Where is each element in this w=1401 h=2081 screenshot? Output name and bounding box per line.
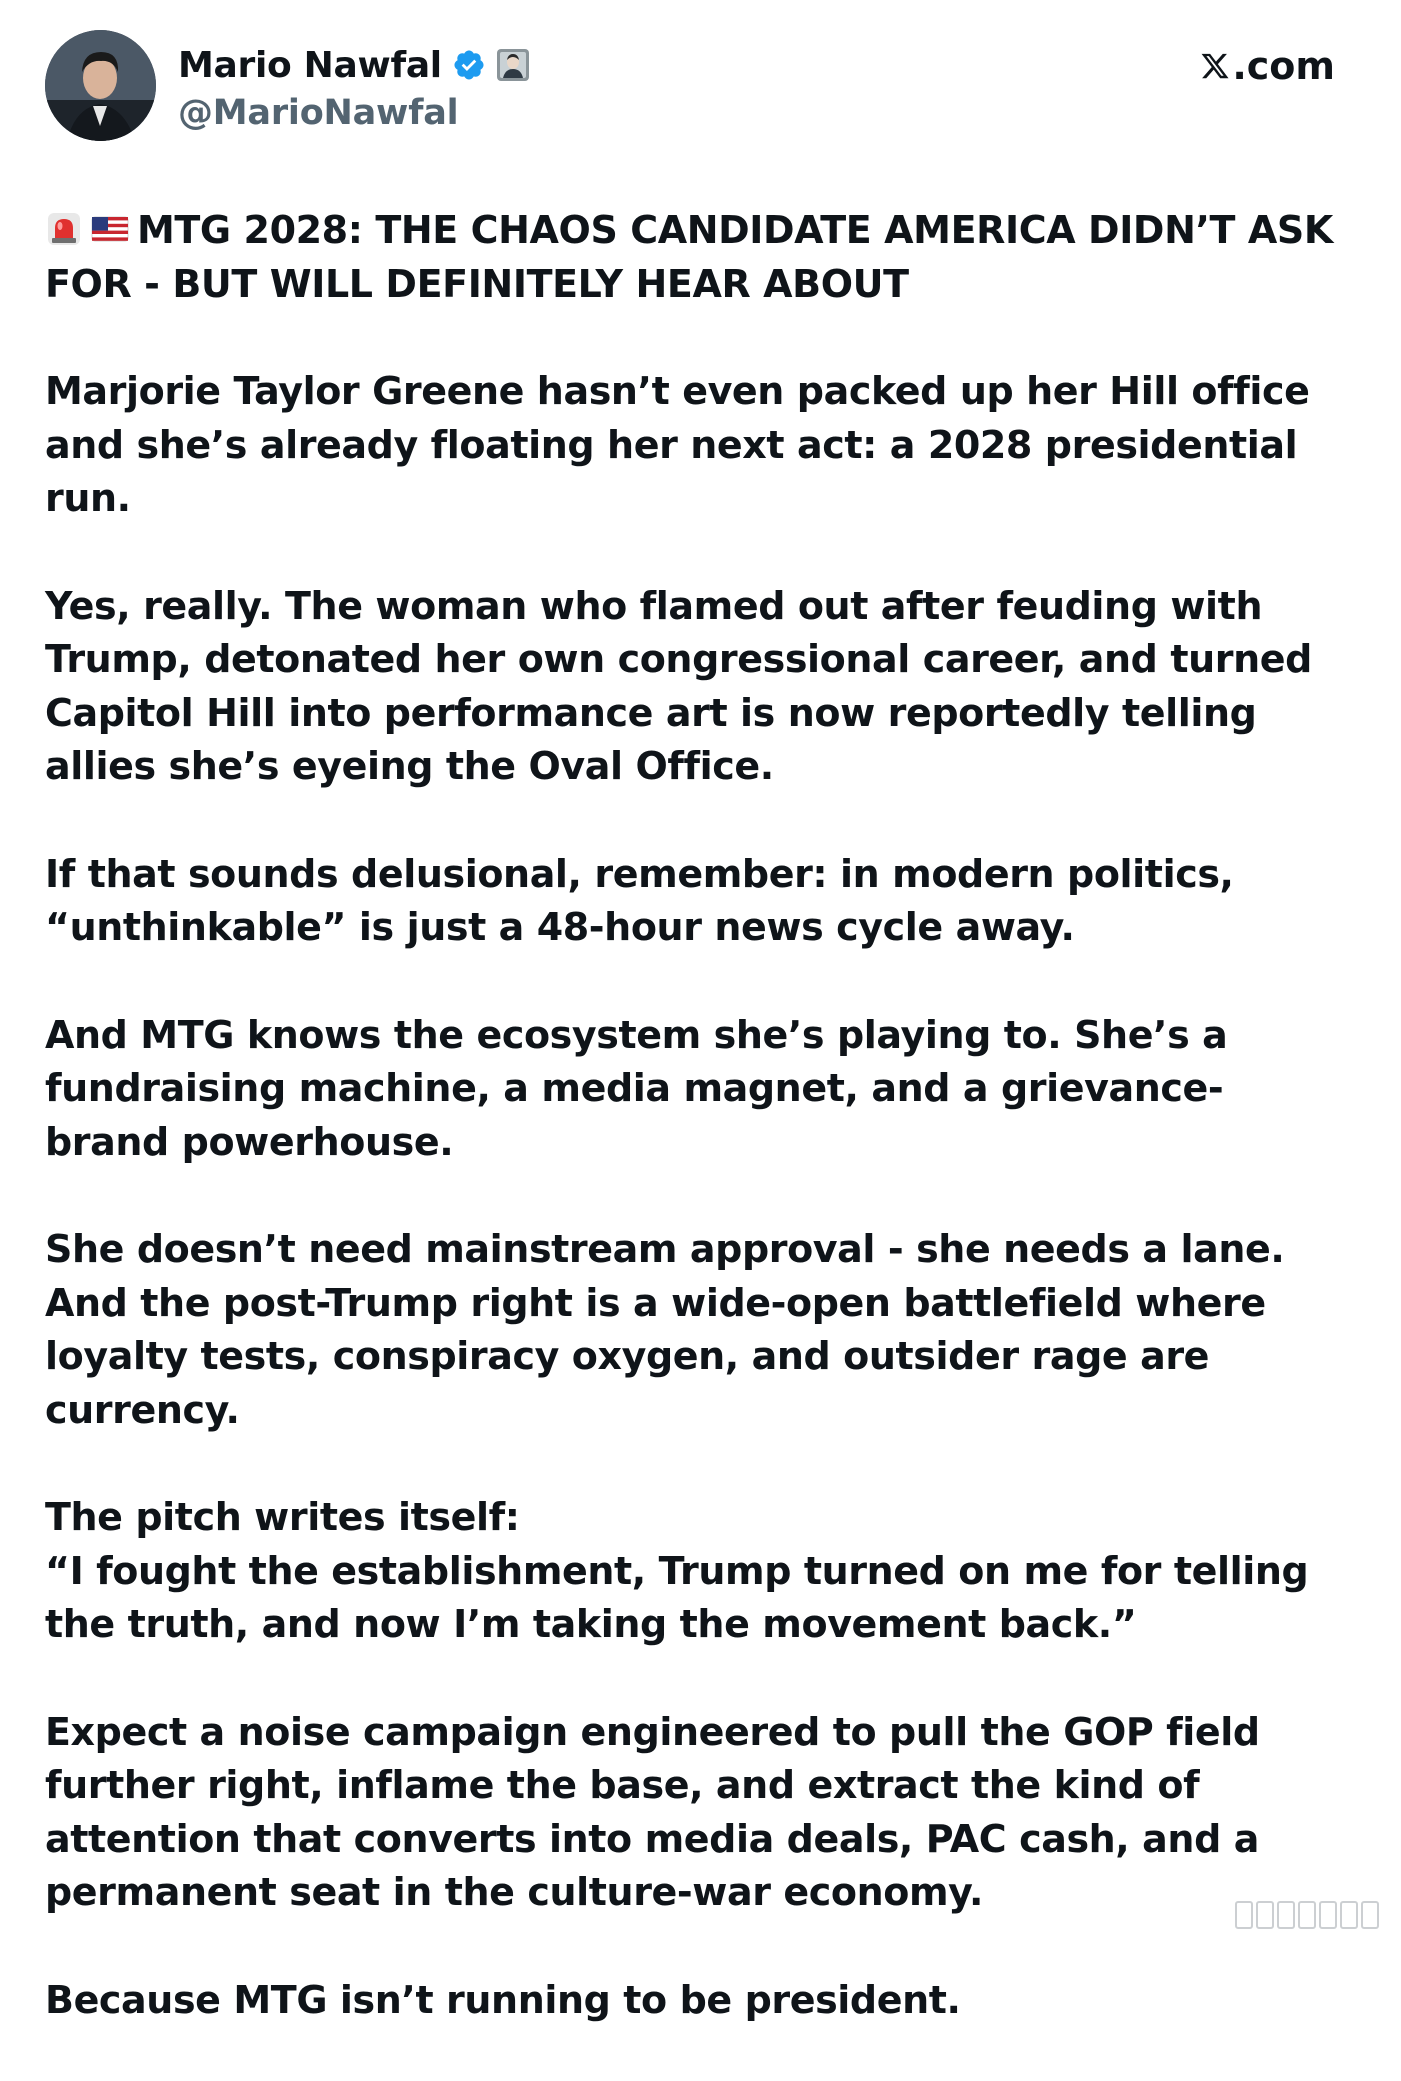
tweet-header	[45, 30, 1335, 150]
paragraph-3: If that sounds delusional, remember: in modern politics, “unthinkable” is just a 48-hour news cycle away.	[45, 851, 1234, 949]
name-row	[178, 43, 530, 87]
headline-text: MTG 2028: THE CHAOS CANDIDATE AMERICA DIDN’T ASK FOR - BUT WILL DEFINITELY HEAR ABOUT	[45, 208, 1333, 306]
author-handle[interactable]: @MarioNawfal	[178, 93, 459, 133]
paragraph-4: And MTG knows the ecosystem she’s playing to. She’s a fundraising machine, a media magnet, and a grievance-brand powerhouse.	[45, 1012, 1228, 1164]
headline	[45, 204, 1345, 311]
watermark-logo	[1235, 1901, 1379, 1929]
avatar[interactable]	[45, 30, 156, 141]
paragraph-8: Because MTG isn’t running to be president.	[45, 1977, 961, 2022]
display-name[interactable]: Mario Nawfal	[178, 44, 442, 86]
brand-label: .com	[1232, 44, 1335, 88]
paragraph-6: The pitch writes itself: “I fought the establishment, Trump turned on me for telling the truth, and now I’m taking the movement back.”	[45, 1495, 1309, 1646]
paragraph-1: Marjorie Taylor Greene hasn’t even packed up her Hill office and she’s already floating her next act: a 2028 presidential run.	[45, 369, 1310, 520]
paragraph-5: She doesn’t need mainstream approval - she needs a lane. And the post-Trump right is a wide-open battlefield where loyalty tests, conspiracy oxygen, and outsider rage are currency.	[45, 1227, 1285, 1432]
us-flag-emoji-icon	[91, 210, 129, 248]
siren-emoji-icon	[45, 210, 83, 248]
tweet-text	[45, 204, 1345, 2081]
verified-badge-icon	[452, 48, 486, 82]
affiliate-badge-icon[interactable]	[496, 48, 530, 82]
avatar-image	[45, 30, 156, 141]
paragraph-2: Yes, really. The woman who flamed out after feuding with Trump, detonated her own congressional career, and turned Capitol Hill into performance art is now reportedly telling allies she’s eyeing the Oval Office.	[45, 583, 1312, 788]
x-logo-icon	[1200, 50, 1230, 82]
brand-link[interactable]	[1200, 44, 1335, 88]
paragraph-7: Expect a noise campaign engineered to pull the GOP field further right, inflame the base, and extract the kind of attention that converts into media deals, PAC cash, and a permanent seat in the culture-war economy.	[45, 1709, 1260, 1914]
